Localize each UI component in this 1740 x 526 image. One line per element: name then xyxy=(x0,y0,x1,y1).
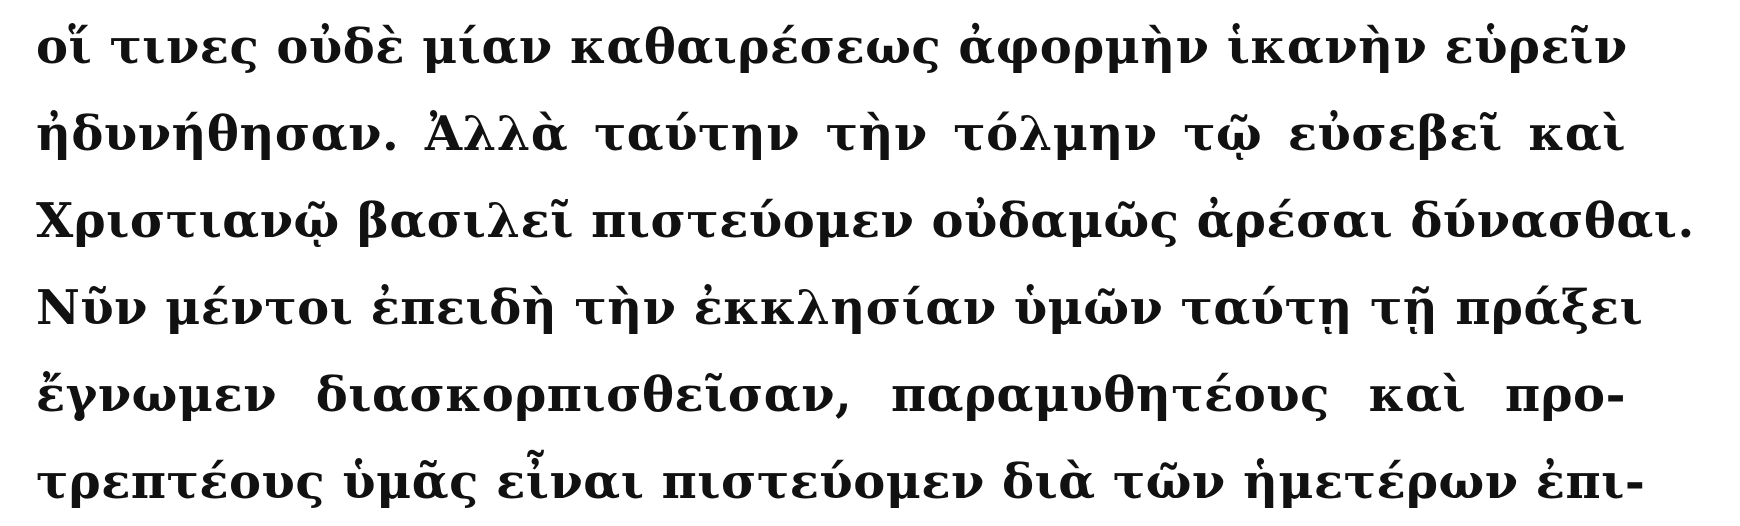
text-line-6: τρεπτέους ὑμᾶς εἶναι πιστεύομεν διὰ τῶν ἡμετέρων ἐπι- xyxy=(36,454,1646,510)
text-line-3: Χριστιανῷ βασιλεῖ πιστεύομεν οὐδαμῶς ἀρέσαι δύνασθαι. xyxy=(36,193,1695,249)
greek-text-block xyxy=(36,4,1695,526)
text-line-1: οἵ τινες οὐδὲ μίαν καθαιρέσεως ἀφορμὴν ἱκανὴν εὑρεῖν xyxy=(36,19,1628,75)
text-line-4: Νῦν μέντοι ἐπειδὴ τὴν ἐκκλησίαν ὑμῶν ταύτῃ τῇ πράξει xyxy=(36,280,1644,336)
text-line-5: ἔγνωμεν διασκορπισθεῖσαν, παραμυθητέους καὶ προ- xyxy=(36,367,1626,423)
text-line-2: ἠδυνήθησαν. Ἀλλὰ ταύτην τὴν τόλμην τῷ εὐσεβεῖ καὶ xyxy=(36,106,1626,162)
